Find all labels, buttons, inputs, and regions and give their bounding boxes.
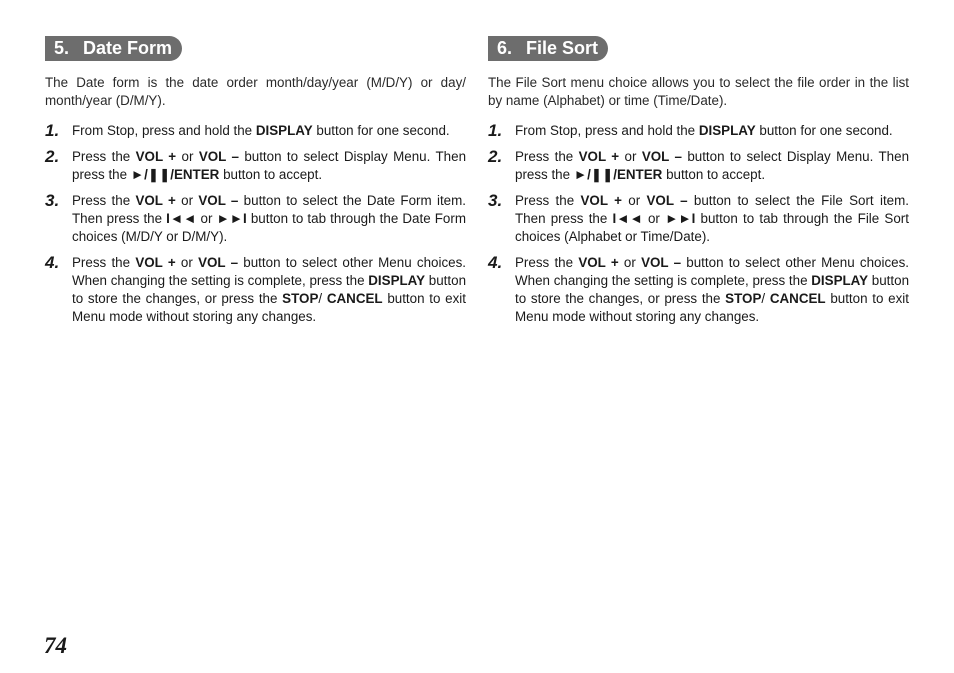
step-keyword: DISPLAY: [811, 273, 869, 288]
section-title: Date Form: [83, 38, 173, 58]
step-text: button to store the changes, or press the: [515, 273, 910, 306]
step-keyword: VOL +: [578, 149, 620, 164]
step-item: [45, 254, 466, 326]
step-text: button to accept.: [662, 167, 766, 182]
step-text: button to select the File Sort item. Then press the: [515, 193, 909, 226]
step-text: Press the: [515, 149, 579, 164]
step-keyword: VOL –: [198, 255, 239, 270]
step-keyword: CANCEL: [326, 291, 383, 306]
step-number: 1.: [45, 121, 60, 140]
page-number: 74: [44, 633, 67, 658]
step-item: [488, 148, 909, 184]
step-text: button to select Display Menu. Then press the: [515, 149, 910, 182]
step-text: button for one second.: [312, 123, 450, 138]
step-keyword: STOP: [725, 291, 762, 306]
step-list: [488, 122, 909, 326]
step-text: button to select Display Menu. Then press the: [72, 149, 467, 182]
step-text: button to exit Menu mode without storing any changes.: [515, 291, 909, 324]
step-number: 4.: [488, 253, 503, 272]
step-number: 4.: [45, 253, 60, 272]
step-keyword: ►/❚❚/ENTER: [573, 167, 663, 182]
step-number: 2.: [488, 147, 503, 166]
step-text: /: [318, 291, 327, 306]
step-item: [488, 254, 909, 326]
step-text: or: [176, 149, 199, 164]
step-keyword: I◄◄: [166, 211, 197, 226]
step-text: From Stop, press and hold the: [72, 123, 256, 138]
step-text: button to accept.: [219, 167, 323, 182]
step-keyword: DISPLAY: [368, 273, 426, 288]
section-header: [488, 36, 608, 61]
section-number: 6.: [497, 38, 513, 58]
step-number: 3.: [45, 191, 60, 210]
step-text: button to tab through the File Sort choices (Alphabet or Time/Date).: [515, 211, 909, 244]
step-text: button to select the Date Form item. Then press the: [72, 193, 466, 226]
step-keyword: VOL –: [646, 193, 688, 208]
step-keyword: VOL +: [135, 149, 177, 164]
step-keyword: DISPLAY: [698, 123, 756, 138]
step-text: Press the: [72, 193, 136, 208]
step-text: button to store the changes, or press the: [72, 273, 467, 306]
step-keyword: VOL –: [198, 193, 239, 208]
section-file-sort: [488, 36, 909, 334]
section-intro: The File Sort menu choice allows you to select the file order in the list by name (Alphabet) or time (Time/Date).: [488, 75, 909, 108]
step-item: [45, 148, 466, 184]
step-keyword: VOL –: [641, 255, 682, 270]
step-keyword: ►►I: [216, 211, 247, 226]
step-keyword: DISPLAY: [255, 123, 313, 138]
step-keyword: VOL –: [641, 149, 682, 164]
section-header: [45, 36, 182, 61]
step-item: [488, 192, 909, 246]
step-text: or: [618, 255, 642, 270]
section-title: File Sort: [526, 38, 599, 58]
step-text: button to select other Menu choices. When changing the setting is complete, press the: [72, 255, 466, 288]
step-text: Press the: [515, 193, 581, 208]
step-number: 3.: [488, 191, 503, 210]
section-date-form: [45, 36, 466, 334]
step-keyword: STOP: [282, 291, 319, 306]
section-intro: The Date form is the date order month/day/year (M/D/Y) or day/ month/year (D/M/Y).: [45, 75, 466, 108]
step-text: Press the: [72, 255, 136, 270]
step-text: or: [642, 211, 666, 226]
step-keyword: VOL +: [580, 193, 622, 208]
step-list: [45, 122, 466, 326]
step-number: 2.: [45, 147, 60, 166]
step-text: button to select other Menu choices. When changing the setting is complete, press the: [515, 255, 909, 288]
step-text: or: [196, 211, 217, 226]
step-text: or: [621, 193, 647, 208]
step-keyword: I◄◄: [612, 211, 643, 226]
step-keyword: VOL –: [198, 149, 239, 164]
step-text: Press the: [72, 149, 136, 164]
step-keyword: VOL +: [135, 255, 176, 270]
step-text: From Stop, press and hold the: [515, 123, 699, 138]
step-text: button for one second.: [755, 123, 893, 138]
step-item: [45, 192, 466, 246]
step-text: button to tab through the Date Form choices (M/D/Y or D/M/Y).: [72, 211, 466, 244]
step-number: 1.: [488, 121, 503, 140]
step-item: [488, 122, 909, 140]
step-keyword: ►►I: [665, 211, 696, 226]
step-text: or: [175, 193, 199, 208]
step-keyword: CANCEL: [769, 291, 826, 306]
section-number: 5.: [54, 38, 70, 58]
step-keyword: VOL +: [135, 193, 176, 208]
step-keyword: ►/❚❚/ENTER: [130, 167, 220, 182]
step-text: or: [619, 149, 642, 164]
step-text: Press the: [515, 255, 579, 270]
step-text: /: [761, 291, 770, 306]
step-text: button to exit Menu mode without storing any changes.: [72, 291, 466, 324]
step-text: or: [175, 255, 199, 270]
step-keyword: VOL +: [578, 255, 619, 270]
step-item: [45, 122, 466, 140]
